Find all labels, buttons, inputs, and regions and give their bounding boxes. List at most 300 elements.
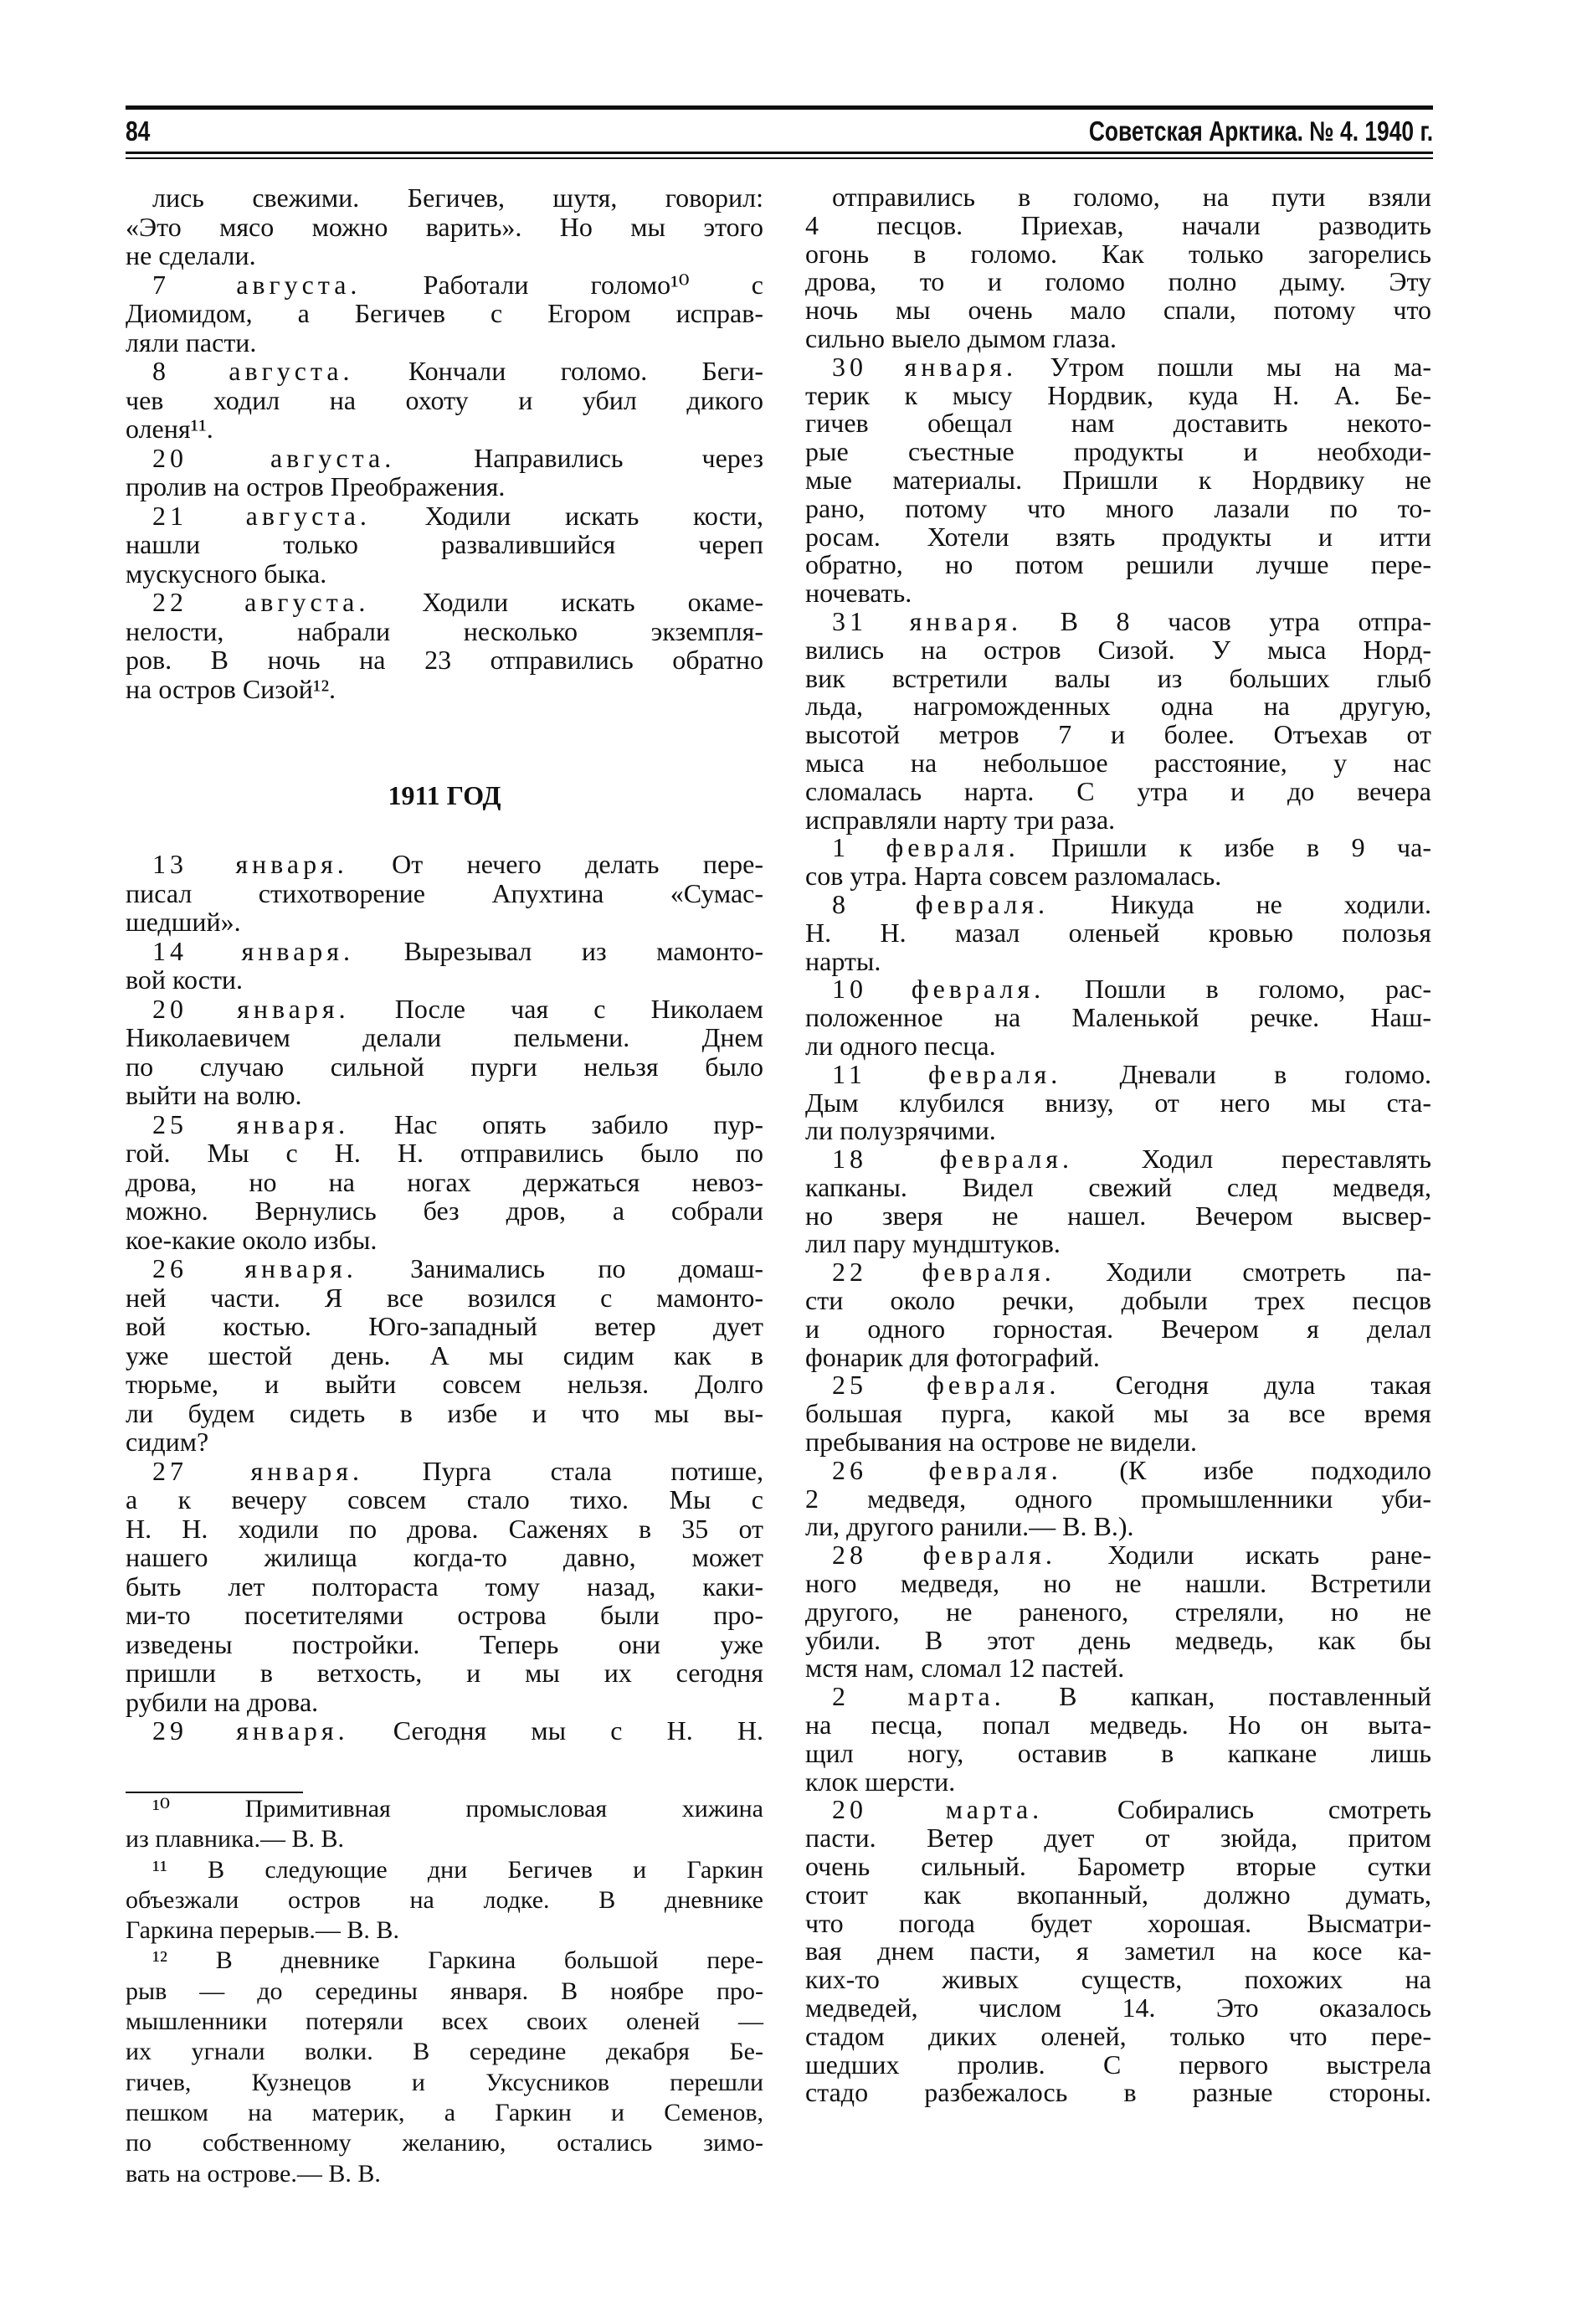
line-text: Ходил переставлять [1072, 1144, 1432, 1175]
line-text: пешком на материк, а Гаркин и Семенов, [126, 2098, 763, 2126]
text-line [805, 1171, 1431, 1202]
text-line [126, 995, 763, 1024]
text-line [805, 1598, 1431, 1627]
line-text: Дым клубился внизу, от него мы ста- [805, 1087, 1431, 1118]
line-text: вать на острове.— В. В. [126, 2159, 381, 2188]
text-line [805, 1258, 1431, 1287]
line-text: ли одного песца. [805, 1030, 996, 1061]
line-text: стадо разбежалось в разные стороны. [805, 2077, 1431, 2108]
text-line [126, 2068, 763, 2098]
text-line [805, 1881, 1431, 1910]
line-text: Ходили искать окаме- [369, 587, 764, 617]
line-text: гой. Мы с Н. Н. отправились было по [126, 1138, 763, 1168]
entry-date: 26 января. [152, 1253, 357, 1283]
paragraph [805, 975, 1431, 1060]
line-text: и одного горностая. Вечером я делал [805, 1313, 1431, 1344]
line-text: сломалась нарта. С утра и до вечера [805, 775, 1431, 806]
line-text: Нас опять забило пур- [349, 1108, 764, 1139]
text-line [126, 270, 763, 300]
text-line [805, 1711, 1431, 1740]
text-line [805, 1654, 1431, 1683]
text-line [126, 2159, 763, 2189]
paragraph [126, 1794, 763, 1855]
text-line [805, 1202, 1431, 1231]
line-text: не сделали. [126, 240, 256, 270]
line-text: 2 медведя, одного промышленники уби- [805, 1483, 1431, 1514]
text-line [805, 1287, 1431, 1315]
text-line [805, 1145, 1431, 1174]
line-text: гичев обещал нам доставить некото- [805, 408, 1431, 439]
line-text: Николаевичем делали пельмени. Днем [126, 1022, 763, 1052]
text-line [126, 1885, 763, 1915]
line-text: ли будем сидеть в избе и что мы вы- [126, 1397, 763, 1428]
text-line [805, 1454, 1432, 1485]
paragraph [805, 1371, 1431, 1456]
text-line [805, 353, 1431, 382]
line-text: по случаю сильной пурги нельзя было [126, 1051, 763, 1082]
line-text: «Это мясо можно варить». Но мы этого [126, 211, 763, 242]
text-line [805, 438, 1431, 466]
text-line [805, 721, 1431, 749]
section-heading: 1911 ГОД [388, 780, 501, 810]
entry-date: 1 февраля. [832, 832, 1020, 863]
text-line [126, 1716, 763, 1746]
text-line [126, 1543, 763, 1572]
text-line [126, 1168, 763, 1197]
entry-date: 30 января. [832, 351, 1017, 382]
line-text: Ходили искать ране- [1056, 1540, 1432, 1571]
text-line [126, 879, 763, 908]
text-line [126, 1457, 763, 1486]
entry-date: 26 февраля. [832, 1454, 1062, 1485]
text-line [126, 213, 763, 242]
text-line [805, 1570, 1431, 1598]
text-line [805, 379, 1431, 410]
text-line [126, 1052, 763, 1082]
line-text: стадом диких оленей, только что пере- [805, 2020, 1431, 2051]
line-text: Никуда не ходили. [1049, 888, 1432, 919]
entry-date: 25 февраля. [832, 1370, 1061, 1401]
text-line [126, 850, 763, 879]
entry-date: 2 марта. [832, 1681, 1005, 1712]
line-text: Работали голомо¹⁰ с [361, 269, 764, 300]
text-line [126, 965, 763, 995]
entry-date: 8 августа. [152, 356, 354, 386]
text-line [805, 183, 1431, 212]
footnotes [126, 1794, 763, 2189]
text-line [126, 1081, 763, 1110]
text-line [126, 1688, 763, 1717]
line-text: их угнали волки. В середине декабря Бе- [126, 2038, 763, 2066]
text-line [805, 1907, 1431, 1938]
footnote-list [126, 1794, 763, 2189]
text-line [805, 1004, 1431, 1032]
line-text: дрова, но на ногах держаться невоз- [126, 1166, 763, 1197]
line-text: на остров Сизой¹². [126, 673, 336, 704]
paragraph [805, 1683, 1431, 1796]
entry-date: 25 января. [152, 1108, 350, 1139]
line-text: писал стихотворение Апухтина «Сумас- [126, 877, 763, 908]
text-line [126, 299, 763, 328]
line-text: можно. Вернулись без дров, а собрали [126, 1195, 763, 1226]
line-text: Направились через [395, 442, 763, 473]
entry-date: 21 августа. [152, 500, 371, 531]
paragraph [126, 850, 763, 937]
line-text: Пошли в голомо, рас- [1045, 974, 1432, 1005]
right-text [805, 183, 1431, 2107]
line-text: тюрьме, и выйти совсем нельзя. Долго [126, 1369, 763, 1399]
text-line [805, 1624, 1431, 1655]
paragraph [805, 1454, 1432, 1542]
text-line [805, 268, 1431, 296]
text-line [805, 1058, 1432, 1089]
line-text: Дневали в голомо. [1061, 1058, 1432, 1089]
text-line [126, 1855, 763, 1885]
line-text: по собственному желанию, остались зимо- [126, 2129, 763, 2157]
text-line [126, 559, 763, 589]
footnote-rule [126, 1792, 303, 1793]
header-bottom-rule-2 [126, 157, 1433, 159]
entry-date: 20 января. [152, 993, 350, 1024]
text-line [126, 357, 763, 386]
text-line [126, 328, 763, 357]
text-line [805, 409, 1431, 438]
text-line [805, 1341, 1431, 1372]
line-text: рубили на дрова. [126, 1686, 319, 1717]
line-text: Пришли к избе в 9 ча- [1019, 832, 1432, 863]
line-text: В 8 часов утра отпра- [1022, 605, 1431, 636]
line-text: рые съестные продукты и необходи- [805, 436, 1431, 467]
line-text: ¹⁰ Примитивная промысловая хижина [152, 1795, 763, 1823]
left-column-entries [126, 850, 763, 1746]
text-line [805, 919, 1431, 948]
text-line [126, 1196, 763, 1226]
text-line [126, 2037, 763, 2067]
text-line [805, 1737, 1431, 1768]
text-line [126, 1023, 763, 1052]
line-text: фонарик для фотографий. [805, 1341, 1100, 1372]
text-line [126, 937, 763, 966]
paragraph [126, 1254, 763, 1457]
journal-title: Советская Арктика. № 4. 1940 г. [1088, 116, 1433, 147]
entry-date: 27 января. [152, 1455, 364, 1486]
line-text: мышленники потеряли всех своих оленей — [126, 2008, 763, 2036]
line-text: вой костью. Юго-западный ветер дует [126, 1311, 763, 1341]
line-text: нелости, набрали несколько экземпля- [126, 615, 763, 646]
text-line [126, 675, 763, 704]
text-line [805, 1683, 1431, 1711]
text-line [126, 2128, 763, 2158]
line-text: Ходили искать кости, [370, 500, 764, 531]
text-line [126, 1399, 763, 1428]
line-text: ми-то посетителями острова были про- [126, 1600, 763, 1630]
line-text: мстя нам, сломал 12 пастей. [805, 1653, 1125, 1684]
text-line [126, 183, 763, 213]
text-line [805, 1315, 1431, 1344]
text-line [126, 1977, 763, 2007]
line-text: но зверя не нашел. Вечером высвер- [805, 1200, 1431, 1231]
entry-date: 13 января. [152, 849, 348, 879]
text-line [805, 296, 1431, 325]
text-line [126, 617, 763, 646]
line-text: сидим? [126, 1427, 209, 1457]
line-text: что погода будет хорошая. Высматри- [805, 1907, 1431, 1938]
text-line [805, 466, 1431, 495]
line-text: мыса на небольшое расстояние, у нас [805, 747, 1431, 778]
line-text: другого, не раненого, стреляли, но не [805, 1596, 1431, 1627]
text-line [805, 1117, 1431, 1145]
line-text: огонь в голомо. Как только загорелись [805, 238, 1431, 269]
right-column [805, 183, 1431, 2107]
left-column [126, 183, 763, 703]
line-text: большая пурга, какой мы за все время [805, 1398, 1431, 1429]
line-text: из плавника.— В. В. [126, 1825, 344, 1854]
line-text: сти около речки, добыли трех песцов [805, 1285, 1431, 1316]
text-line [126, 1946, 763, 1976]
line-text: гичев, Кузнецов и Уксусников перешли [126, 2068, 763, 2096]
paragraph [126, 270, 763, 357]
entry-date: 8 февраля. [832, 888, 1050, 919]
line-text: В капкан, поставленный [1004, 1681, 1432, 1712]
text-line [805, 975, 1431, 1004]
line-text: Кончали голомо. Беги- [353, 356, 764, 386]
text-line [805, 692, 1431, 721]
header-top-rule [126, 105, 1433, 110]
text-line [126, 1658, 763, 1688]
line-text: вой кости. [126, 964, 244, 995]
text-line [805, 1230, 1431, 1258]
line-text: исправляли нарту три раза. [805, 804, 1116, 835]
text-line [805, 1428, 1431, 1457]
line-text: лил пару мундштуков. [805, 1228, 1061, 1259]
text-line [805, 636, 1431, 665]
text-line [126, 1485, 763, 1514]
running-header [126, 112, 1433, 149]
text-line [126, 1915, 763, 1946]
line-text: Вырезывал из мамонто- [354, 935, 764, 966]
line-text: вились на остров Сизой. У мыса Норд- [805, 634, 1431, 665]
text-line [126, 1139, 763, 1168]
line-text: объезжали остров на лодке. В дневнике [126, 1885, 763, 1914]
text-line [805, 1513, 1431, 1541]
line-text: льда, нагроможденных одна на другую, [805, 691, 1431, 722]
line-text: положенное на Маленькой речке. Наш- [805, 1002, 1431, 1033]
entry-date: 10 февраля. [832, 974, 1045, 1005]
line-text: стоит как вкопанный, должно думать, [805, 1879, 1431, 1910]
text-line [805, 1089, 1431, 1118]
line-text: Гаркина перерыв.— В. В. [126, 1916, 399, 1945]
line-text: Сегодня дула такая [1060, 1370, 1432, 1401]
line-text: ней части. Я все возился с мамонто- [126, 1282, 763, 1313]
line-text: высотой метров 7 и более. Отъехав от [805, 719, 1431, 750]
paragraph [126, 444, 763, 501]
text-line [805, 834, 1431, 862]
text-line [805, 1994, 1431, 2023]
text-line [805, 579, 1431, 608]
entry-date: 22 августа. [152, 587, 370, 617]
line-text: рано, потому что много лазали по то- [805, 492, 1431, 523]
line-text: ров. В ночь на 23 отправились обратно [126, 645, 763, 675]
text-line [126, 1110, 763, 1139]
line-text: От нечего делать пере- [347, 849, 764, 879]
text-line [805, 551, 1431, 579]
line-text: нашего жилища когда-то давно, может [126, 1542, 763, 1572]
paragraph [805, 1796, 1431, 2107]
text-line [126, 530, 763, 559]
line-text: ли, другого ранили.— В. В.). [805, 1511, 1134, 1542]
line-text: обратно, но потом решили лучше пере- [805, 549, 1431, 580]
line-text: а к вечеру совсем стало тихо. Мы с [126, 1484, 763, 1514]
text-line [805, 240, 1431, 269]
line-text: Диомидом, а Бегичев с Егором исправ- [126, 298, 763, 328]
paragraph [126, 588, 763, 703]
line-text: ких-то живых существ, похожих на [805, 1964, 1431, 1995]
text-line [805, 775, 1431, 806]
line-text: вик встретили валы из больших глыб [805, 662, 1431, 693]
text-line [126, 1226, 763, 1255]
paragraph [126, 1716, 763, 1746]
text-line [126, 444, 763, 473]
text-line [126, 1601, 763, 1630]
text-line [126, 1794, 763, 1824]
text-line [126, 1283, 763, 1313]
text-line [805, 492, 1431, 523]
line-text: (К избе подходило [1061, 1454, 1432, 1485]
paragraph [805, 183, 1431, 353]
line-text: уже шестой день. А мы сидим как в [126, 1339, 763, 1370]
line-text: пришли в ветхость, и мы их сегодня [126, 1658, 763, 1688]
line-text: терик к мысу Нордвик, куда Н. А. Бе- [805, 379, 1431, 410]
text-line [805, 945, 1431, 976]
text-line [805, 1371, 1431, 1400]
left-top-text [126, 183, 763, 703]
paragraph [126, 1110, 763, 1255]
line-text: клок шерсти. [805, 1766, 956, 1797]
line-text: ¹² В дневнике Гаркина большой пере- [152, 1946, 763, 1975]
line-text: рыв — до середины января. В ноябре про- [126, 1977, 763, 2005]
line-text: Утром пошли мы на ма- [1016, 351, 1432, 382]
line-text: быть лет полтораста тому назад, каки- [126, 1571, 763, 1602]
paragraph [805, 605, 1431, 835]
entry-date: 22 февраля. [832, 1257, 1056, 1288]
text-line [805, 523, 1431, 552]
line-text: мые материалы. Пришли к Нордвику не [805, 464, 1431, 495]
text-line [805, 1937, 1431, 1966]
text-line [805, 2020, 1431, 2051]
line-text: нашли только развалившийся череп [126, 529, 763, 559]
line-text: изведены постройки. Теперь они уже [126, 1628, 763, 1659]
text-line [126, 1514, 763, 1544]
line-text: ного медведя, но не нашли. Встретили [805, 1568, 1431, 1599]
text-line [126, 414, 763, 444]
text-line [126, 1312, 763, 1341]
text-line [126, 907, 763, 937]
entry-date: 11 февраля. [832, 1058, 1062, 1089]
text-line [805, 749, 1431, 778]
line-text: пасти. Ветер дует от зюйда, притом [805, 1823, 1431, 1854]
line-text: ляли пасти. [126, 326, 257, 357]
line-text: нарты. [805, 945, 881, 976]
paragraph [805, 834, 1431, 891]
line-text: выйти на волю. [126, 1080, 302, 1110]
paragraph [805, 1058, 1432, 1146]
text-line [126, 1824, 763, 1854]
line-text: шедший». [126, 907, 241, 937]
text-line [126, 588, 763, 617]
text-line [805, 1824, 1431, 1853]
text-line [805, 1966, 1431, 1994]
text-line [805, 2079, 1431, 2107]
paragraph [805, 888, 1432, 976]
text-line [805, 662, 1431, 693]
text-line [805, 2051, 1431, 2080]
line-text: убили. В этот день медведь, как бы [805, 1624, 1431, 1655]
text-line [126, 1427, 763, 1457]
line-text: щил ногу, оставив в капкане лишь [805, 1737, 1431, 1768]
text-line [805, 1796, 1431, 1824]
text-line [126, 241, 763, 270]
line-text: ночевать. [805, 578, 912, 609]
line-text: лись свежими. Бегичев, шутя, говорил: [152, 183, 763, 213]
page-number: 84 [126, 116, 151, 147]
line-text: сильно выело дымом глаза. [805, 322, 1117, 353]
text-line [126, 386, 763, 415]
entry-date: 18 февраля. [832, 1144, 1073, 1175]
text-line [126, 501, 763, 531]
entry-date: 29 января. [152, 1715, 349, 1746]
line-text: Пурга стала потише, [363, 1455, 764, 1486]
line-text: отправились в голомо, на пути взяли [832, 182, 1431, 212]
text-line [805, 862, 1431, 891]
paragraph [126, 183, 763, 270]
left-bottom-text [126, 850, 763, 1746]
text-line [805, 1853, 1431, 1881]
line-text: пребывания на острове не видели. [805, 1427, 1197, 1458]
line-text: 4 песцов. Приехав, начали разводить [805, 209, 1431, 240]
line-text: ночь мы очень мало спали, потому что [805, 295, 1431, 326]
entry-date: 20 августа. [152, 442, 396, 473]
text-line [126, 1370, 763, 1399]
line-text: очень сильный. Барометр вторые сутки [805, 1851, 1431, 1882]
paragraph [126, 357, 763, 444]
line-text: дрова, то и голомо полно дыму. Эту [805, 266, 1431, 297]
text-line [126, 472, 763, 501]
text-line [126, 1572, 763, 1602]
line-text: Н. Н. мазал оленьей кровью полозья [805, 917, 1431, 948]
text-line [805, 1400, 1431, 1428]
line-text: вая днем пасти, я заметил на косе ка- [805, 1936, 1431, 1967]
text-line [126, 2007, 763, 2037]
text-line [126, 2098, 763, 2128]
line-text: на песца, попал медведь. Но он выта- [805, 1710, 1431, 1740]
line-text: Ходили смотреть па- [1055, 1257, 1431, 1288]
paragraph [805, 1541, 1431, 1683]
paragraph [126, 937, 763, 995]
text-line [805, 322, 1431, 353]
text-line [126, 1630, 763, 1659]
paragraph [805, 1145, 1431, 1258]
text-line [805, 1541, 1431, 1570]
entry-date: 20 марта. [832, 1794, 1044, 1825]
line-text: кое-какие около избы. [126, 1224, 378, 1255]
paragraph [126, 1855, 763, 1946]
text-line [805, 888, 1432, 919]
paragraph [126, 1946, 763, 2188]
line-text: оленя¹¹. [126, 414, 213, 444]
line-text: чев ходил на охоту и убил дикого [126, 384, 763, 415]
paragraph [805, 353, 1431, 608]
line-text: Собирались смотреть [1043, 1794, 1431, 1825]
